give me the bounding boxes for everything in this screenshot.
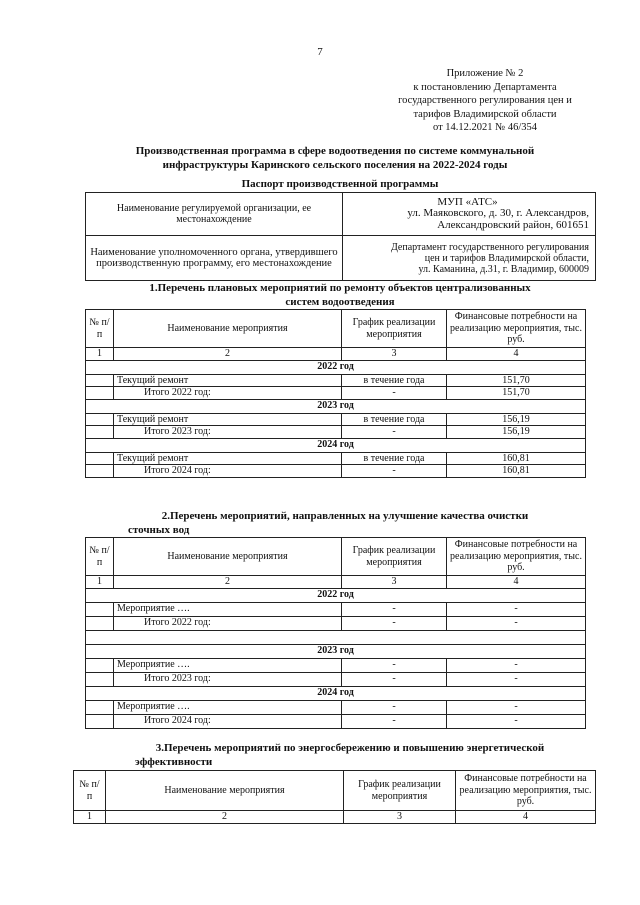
appendix-line: к постановлению Департамента [413, 81, 557, 93]
table-row [86, 602, 586, 616]
total-amount: - [447, 616, 586, 630]
table-row [86, 374, 586, 387]
passport-authority-label: Наименование уполномоченного органа, утвердившего производственную программу, его местонахождение [86, 236, 343, 281]
item-name: Текущий ремонт [114, 413, 342, 426]
title-line: Производственная программа в сфере водоотведения по системе коммунальной [135, 145, 535, 157]
heading-line: 2.Перечень мероприятий, направленных на улучшение качества очистки [161, 510, 529, 522]
col-header-number: № п/п [86, 538, 114, 576]
table-row [86, 700, 586, 714]
item-amount: 156,19 [447, 413, 586, 426]
total-amount: 160,81 [447, 465, 586, 478]
year-row: 2023 год [86, 399, 586, 413]
col-header-finance: Финансовые потребности на реализацию мероприятия, тыс. руб. [447, 310, 586, 348]
col-header-name: Наименование мероприятия [114, 310, 342, 348]
heading-line: 3.Перечень мероприятий по энергосбережению и повышению энергетической [155, 742, 545, 754]
col-header-schedule: График реализации мероприятия [344, 771, 456, 811]
total-period: - [342, 714, 447, 728]
authority-line: ул. Каманина, д.31, г. Владимир, 600009 [418, 263, 589, 275]
item-period: в течение года [342, 452, 447, 465]
item-amount: 151,70 [447, 374, 586, 387]
table-row [86, 387, 586, 400]
appendix-line: от 14.12.2021 № 46/354 [432, 122, 537, 133]
col-header-name: Наименование мероприятия [106, 771, 344, 811]
item-name: Текущий ремонт [114, 452, 342, 465]
total-amount: - [447, 672, 586, 686]
authority-line: цен и тарифов Владимирской области, [424, 252, 589, 264]
total-period: - [342, 426, 447, 439]
item-name: Мероприятие …. [114, 602, 342, 616]
total-period: - [342, 465, 447, 478]
item-amount: - [447, 602, 586, 616]
passport-org-label: Наименование регулируемой организации, ее местонахождение [86, 193, 343, 236]
col-number: 4 [447, 576, 586, 589]
passport-table [85, 192, 596, 281]
authority-line: Департамент государственного регулирования [390, 241, 589, 253]
appendix-line: Приложение № 2 [446, 68, 524, 79]
section3-heading [95, 741, 605, 769]
section3-table [73, 770, 596, 824]
table-row [86, 672, 586, 686]
heading-line: 1.Перечень плановых мероприятий по ремонту объектов централизованных [149, 282, 531, 294]
col-header-name: Наименование мероприятия [114, 538, 342, 576]
item-period: - [342, 700, 447, 714]
col-number: 1 [74, 811, 106, 824]
col-header-number: № п/п [74, 771, 106, 811]
spacer-row [86, 630, 586, 644]
year-row: 2024 год [86, 438, 586, 452]
title-line: инфраструктуры Каринского сельского поселения на 2022-2024 годы [162, 159, 508, 171]
col-number: 2 [114, 348, 342, 361]
item-name: Мероприятие …. [114, 658, 342, 672]
table-row [86, 465, 586, 478]
appendix-line: тарифов Владимирской области [413, 108, 557, 120]
page-number: 7 [317, 46, 323, 58]
col-header-schedule: График реализации мероприятия [342, 538, 447, 576]
total-period: - [342, 616, 447, 630]
col-number: 1 [86, 348, 114, 361]
heading-line: систем водоотведения [285, 296, 395, 308]
col-header-number: № п/п [86, 310, 114, 348]
col-number: 1 [86, 576, 114, 589]
col-number: 3 [342, 348, 447, 361]
passport-org-value [343, 193, 596, 236]
col-number: 4 [447, 348, 586, 361]
total-label: Итого 2024 год: [114, 714, 342, 728]
year-row: 2023 год [86, 644, 586, 658]
item-period: в течение года [342, 374, 447, 387]
year-row: 2024 год [86, 686, 586, 700]
total-amount: 156,19 [447, 426, 586, 439]
item-amount: - [447, 658, 586, 672]
heading-line: сточных вод [128, 524, 190, 536]
col-number: 2 [106, 811, 344, 824]
org-address: Александровский район, 601651 [437, 218, 589, 231]
table-row [86, 452, 586, 465]
org-address: ул. Маяковского, д. 30, г. Александров, [407, 207, 589, 220]
total-amount: - [447, 714, 586, 728]
section2-table [85, 537, 586, 729]
table-row [86, 426, 586, 439]
total-amount: 151,70 [447, 387, 586, 400]
total-period: - [342, 387, 447, 400]
table-row [86, 616, 586, 630]
appendix-line: государственного регулирования цен и [398, 95, 572, 106]
year-row: 2022 год [86, 360, 586, 374]
total-label: Итого 2024 год: [114, 465, 342, 478]
total-label: Итого 2022 год: [114, 616, 342, 630]
item-amount: 160,81 [447, 452, 586, 465]
col-number: 3 [342, 576, 447, 589]
item-period: - [342, 602, 447, 616]
table-row [86, 658, 586, 672]
heading-line: эффективности [135, 756, 213, 768]
total-label: Итого 2023 год: [114, 672, 342, 686]
table-row [86, 714, 586, 728]
item-amount: - [447, 700, 586, 714]
appendix-header [370, 67, 600, 135]
table-row [86, 413, 586, 426]
item-name: Текущий ремонт [114, 374, 342, 387]
col-header-schedule: График реализации мероприятия [342, 310, 447, 348]
col-number: 4 [456, 811, 596, 824]
section1-table [85, 309, 586, 478]
passport-authority-value [343, 236, 596, 281]
item-period: - [342, 658, 447, 672]
section2-heading [95, 509, 595, 537]
total-label: Итого 2023 год: [114, 426, 342, 439]
col-header-finance: Финансовые потребности на реализацию мероприятия, тыс. руб. [456, 771, 596, 811]
year-row: 2022 год [86, 588, 586, 602]
passport-heading: Паспорт производственной программы [241, 178, 439, 190]
total-period: - [342, 672, 447, 686]
section1-heading [100, 281, 580, 309]
org-name: МУП «АТС» [437, 195, 498, 208]
document-title [100, 144, 570, 172]
col-header-finance: Финансовые потребности на реализацию мероприятия, тыс. руб. [447, 538, 586, 576]
col-number: 2 [114, 576, 342, 589]
item-period: в течение года [342, 413, 447, 426]
item-name: Мероприятие …. [114, 700, 342, 714]
col-number: 3 [344, 811, 456, 824]
total-label: Итого 2022 год: [114, 387, 342, 400]
